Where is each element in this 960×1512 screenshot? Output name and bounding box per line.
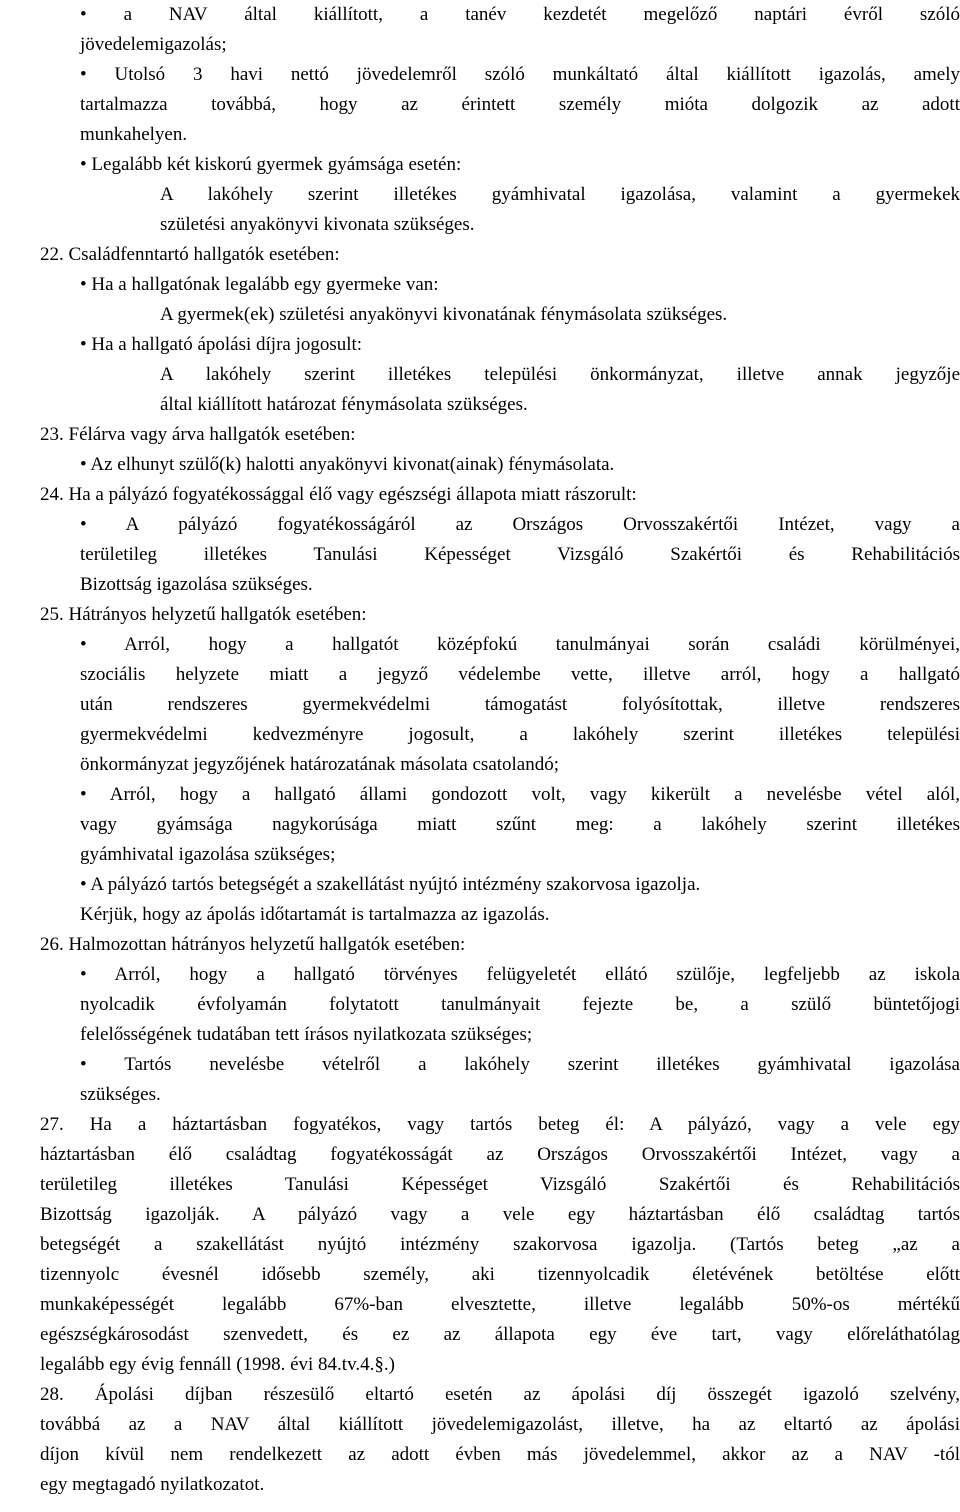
section-heading: 26. Halmozottan hátrányos helyzetű hallgatók esetében: bbox=[40, 934, 466, 955]
text-line: gyámhivatal igazolása szükséges; bbox=[80, 844, 336, 865]
text-line: egy megtagadó nyilatkozatot. bbox=[40, 1474, 265, 1495]
text-line: • a NAV által kiállított, a tanév kezdetét megelőző naptári évről szóló bbox=[80, 4, 960, 25]
text-line: szociális helyzete miatt a jegyző védelembe vette, illetve arról, hogy a hallgató bbox=[80, 664, 960, 685]
section-heading: 24. Ha a pályázó fogyatékossággal élő vagy egészségi állapota miatt rászorult: bbox=[40, 484, 637, 505]
text-line: vagy gyámsága nagykorúsága miatt szűnt meg: a lakóhely szerint illetékes bbox=[80, 814, 960, 835]
text-line: tartalmazza továbbá, hogy az érintett személy mióta dolgozik az adott bbox=[80, 94, 960, 115]
text-line: tizennyolc évesnél idősebb személy, aki tizennyolcadik életévének betöltése előtt bbox=[40, 1264, 960, 1285]
text-line: • Utolsó 3 havi nettó jövedelemről szóló munkáltató által kiállított igazolás, amely bbox=[80, 64, 960, 85]
text-line: továbbá az a NAV által kiállított jövedelemigazolást, illetve, ha az eltartó az ápolási bbox=[40, 1414, 960, 1435]
text-line: Bizottság igazolása szükséges. bbox=[80, 574, 313, 595]
text-line: területileg illetékes Tanulási Képességet Vizsgáló Szakértői és Rehabilitációs bbox=[80, 544, 960, 565]
text-line: • A pályázó tartós betegségét a szakellátást nyújtó intézmény szakorvosa igazolja. bbox=[80, 874, 701, 895]
text-line: A lakóhely szerint illetékes települési önkormányzat, illetve annak jegyzője bbox=[160, 364, 960, 385]
text-line: munkahelyen. bbox=[80, 124, 188, 145]
text-line: területileg illetékes Tanulási Képességet Vizsgáló Szakértői és Rehabilitációs bbox=[40, 1174, 960, 1195]
text-line: után rendszeres gyermekvédelmi támogatást folyósítottak, illetve rendszeres bbox=[80, 694, 960, 715]
text-line: szükséges. bbox=[80, 1084, 161, 1105]
text-line: önkormányzat jegyzőjének határozatának másolata csatolandó; bbox=[80, 754, 560, 775]
text-line: gyermekvédelmi kedvezményre jogosult, a lakóhely szerint illetékes települési bbox=[80, 724, 960, 745]
text-line: • Arról, hogy a hallgató törvényes felügyeletét ellátó szülője, legfeljebb az iskola bbox=[80, 964, 960, 985]
text-line: A gyermek(ek) születési anyakönyvi kivonatának fénymásolata szükséges. bbox=[160, 304, 728, 325]
section-heading: 22. Családfenntartó hallgatók esetében: bbox=[40, 244, 340, 265]
text-line: • Az elhunyt szülő(k) halotti anyakönyvi kivonat(ainak) fénymásolata. bbox=[80, 454, 615, 475]
text-line: díjon kívül nem rendelkezett az adott évben más jövedelemmel, akkor az a NAV -tól bbox=[40, 1444, 960, 1465]
text-line: születési anyakönyvi kivonata szükséges. bbox=[160, 214, 475, 235]
text-line: • Arról, hogy a hallgatót középfokú tanulmányai során családi körülményei, bbox=[80, 634, 960, 655]
text-line: Bizottság igazolják. A pályázó vagy a vele egy háztartásban élő családtag tartós bbox=[40, 1204, 960, 1225]
text-line: Kérjük, hogy az ápolás időtartamát is tartalmazza az igazolás. bbox=[80, 904, 550, 925]
text-line: jövedelemigazolás; bbox=[80, 34, 227, 55]
section-heading: 27. Ha a háztartásban fogyatékos, vagy tartós beteg él: A pályázó, vagy a vele egy bbox=[40, 1114, 960, 1135]
text-line: egészségkárosodást szenvedett, és ez az állapota egy éve tart, vagy előreláthatólag bbox=[40, 1324, 960, 1345]
text-line: munkaképességét legalább 67%-ban elvesztette, illetve legalább 50%-os mértékű bbox=[40, 1294, 960, 1315]
text-line: • Ha a hallgató ápolási díjra jogosult: bbox=[80, 334, 363, 355]
section-heading: 28. Ápolási díjban részesülő eltartó esetén az ápolási díj összegét igazoló szelvény, bbox=[40, 1384, 960, 1405]
text-line: • Arról, hogy a hallgató állami gondozott volt, vagy kikerült a nevelésbe vétel alól, bbox=[80, 784, 960, 805]
section-heading: 23. Félárva vagy árva hallgatók esetében: bbox=[40, 424, 356, 445]
text-line: • Tartós nevelésbe vételről a lakóhely szerint illetékes gyámhivatal igazolása bbox=[80, 1054, 960, 1075]
text-line: által kiállított határozat fénymásolata szükséges. bbox=[160, 394, 528, 415]
section-heading: 25. Hátrányos helyzetű hallgatók esetében: bbox=[40, 604, 367, 625]
text-line: betegségét a szakellátást nyújtó intézmény szakorvosa igazolja. (Tartós beteg „az a bbox=[40, 1234, 960, 1255]
text-line: háztartásban élő családtag fogyatékosságát az Országos Orvosszakértői Intézet, vagy a bbox=[40, 1144, 960, 1165]
text-line: felelősségének tudatában tett írásos nyilatkozata szükséges; bbox=[80, 1024, 533, 1045]
text-line: nyolcadik évfolyamán folytatott tanulmányait fejezte be, a szülő büntetőjogi bbox=[80, 994, 960, 1015]
text-line: • A pályázó fogyatékosságáról az Országos Orvosszakértői Intézet, vagy a bbox=[80, 514, 960, 535]
text-line: legalább egy évig fennáll (1998. évi 84.tv.4.§.) bbox=[40, 1354, 395, 1375]
text-line: • Legalább két kiskorú gyermek gyámsága esetén: bbox=[80, 154, 462, 175]
text-line: • Ha a hallgatónak legalább egy gyermeke van: bbox=[80, 274, 439, 295]
text-line: A lakóhely szerint illetékes gyámhivatal igazolása, valamint a gyermekek bbox=[160, 184, 960, 205]
